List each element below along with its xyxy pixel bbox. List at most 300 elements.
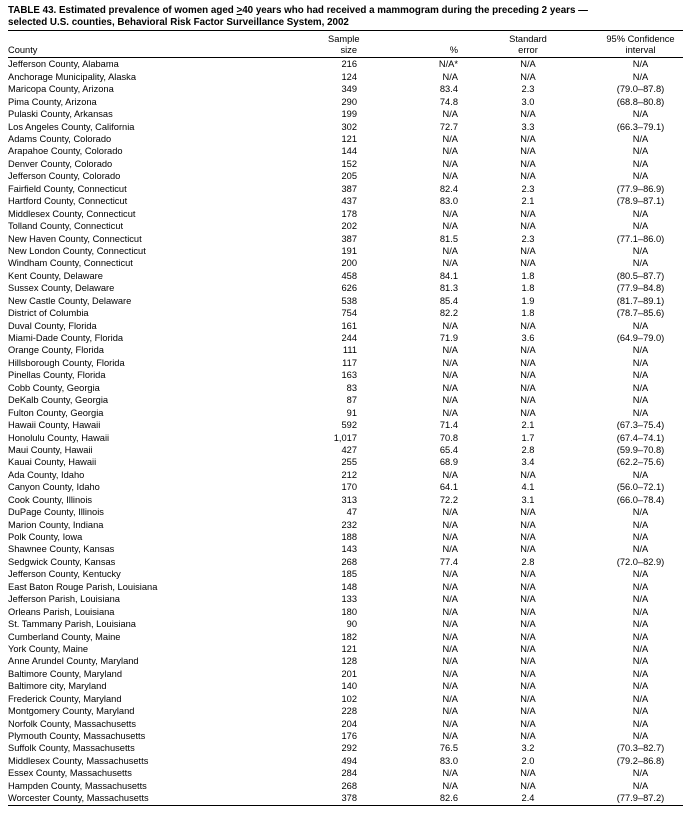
- table-row: [8, 606, 683, 618]
- cell-confidence-interval: N/A: [632, 134, 649, 144]
- cell-confidence-interval: (68.8–80.8): [616, 96, 665, 107]
- cell-standard-error: N/A: [520, 320, 536, 331]
- cell-sample-size: 121: [341, 643, 357, 654]
- cell-percent: N/A: [442, 731, 458, 741]
- cell-percent: 83.0: [439, 196, 458, 207]
- cell-county: Miami-Dade County, Florida: [8, 333, 124, 343]
- table-row: [8, 668, 683, 680]
- cell-county: Montgomery County, Maryland: [8, 706, 135, 717]
- cell-percent: N/A: [442, 221, 458, 232]
- cell-standard-error: 1.8: [521, 270, 535, 281]
- cell-percent: N/A: [442, 656, 458, 667]
- table-row: [8, 655, 683, 667]
- table-row: [8, 780, 683, 792]
- cell-percent: N/A: [442, 370, 458, 381]
- cell-sample-size: 180: [341, 606, 357, 617]
- cell-sample-size: 191: [341, 245, 357, 256]
- cell-standard-error: N/A: [520, 109, 536, 120]
- cell-sample-size: 538: [341, 295, 357, 306]
- cell-confidence-interval: N/A: [632, 407, 649, 418]
- table-row: [8, 593, 683, 605]
- cell-standard-error: 2.3: [521, 183, 535, 194]
- cell-sample-size: 148: [341, 581, 357, 592]
- cell-percent: N/A: [442, 532, 458, 542]
- cell-confidence-interval: N/A: [632, 581, 649, 592]
- cell-confidence-interval: N/A: [632, 146, 649, 157]
- cell-confidence-interval: N/A: [632, 507, 649, 518]
- cell-county: Fulton County, Georgia: [8, 407, 104, 418]
- cell-county: Canyon County, Idaho: [8, 482, 100, 493]
- table-row: [8, 320, 683, 332]
- cell-standard-error: N/A: [520, 718, 536, 729]
- cell-sample-size: 302: [341, 121, 357, 132]
- header-percent-label: %: [449, 44, 458, 55]
- cell-percent: N/A: [442, 158, 458, 169]
- table-row: [8, 270, 683, 282]
- cell-standard-error: N/A: [520, 594, 536, 605]
- table-row: [8, 108, 683, 120]
- cell-sample-size: 284: [341, 768, 357, 779]
- cell-standard-error: 2.8: [521, 556, 535, 567]
- cell-county: St. Tammany Parish, Louisiana: [8, 619, 136, 630]
- cell-percent: N/A: [442, 544, 458, 555]
- table-title: [8, 5, 683, 31]
- cell-percent: 83.4: [439, 84, 458, 95]
- cell-standard-error: N/A: [520, 668, 536, 679]
- cell-county: Fairfield County, Connecticut: [8, 183, 127, 194]
- cell-sample-size: 494: [341, 755, 357, 766]
- table-header: [8, 31, 683, 58]
- table-row: [8, 531, 683, 543]
- cell-confidence-interval: N/A: [632, 395, 649, 406]
- cell-confidence-interval: N/A: [632, 731, 649, 741]
- cell-confidence-interval: (64.9–79.0): [616, 333, 665, 343]
- cell-county: Kauai County, Hawaii: [8, 457, 97, 468]
- cell-percent: N/A: [442, 693, 458, 704]
- table-row: [8, 718, 683, 730]
- cell-percent: N/A: [442, 706, 458, 717]
- cell-standard-error: N/A: [520, 382, 536, 393]
- cell-county: District of Columbia: [8, 308, 89, 319]
- table-row: [8, 618, 683, 630]
- cell-percent: 85.4: [439, 295, 458, 306]
- cell-standard-error: N/A: [520, 158, 536, 169]
- cell-standard-error: N/A: [520, 171, 536, 182]
- cell-standard-error: 3.2: [521, 743, 535, 754]
- table-row: [8, 631, 683, 643]
- cell-sample-size: 199: [341, 109, 357, 120]
- cell-county: Middlesex County, Massachusetts: [8, 755, 149, 766]
- table-row: [8, 444, 683, 456]
- table-row: [8, 208, 683, 220]
- table-row: [8, 568, 683, 580]
- cell-percent: N/A: [442, 606, 458, 617]
- cell-sample-size: 163: [341, 370, 357, 381]
- cell-sample-size: 378: [341, 793, 357, 804]
- cell-standard-error: N/A: [520, 245, 536, 256]
- cell-county: Anchorage Municipality, Alaska: [8, 71, 136, 82]
- table-row: [8, 145, 683, 157]
- cell-sample-size: 268: [341, 780, 357, 791]
- cell-sample-size: 228: [341, 706, 357, 717]
- cell-confidence-interval: N/A: [632, 681, 649, 692]
- cell-sample-size: 349: [341, 84, 357, 95]
- cell-confidence-interval: N/A: [632, 71, 649, 82]
- cell-sample-size: 161: [341, 320, 357, 331]
- cell-percent: N/A: [442, 71, 458, 82]
- cell-percent: 70.8: [439, 432, 458, 443]
- header-sample-size-line1: Sample: [328, 34, 360, 45]
- cell-county: Plymouth County, Massachusetts: [8, 731, 146, 741]
- table-row: [8, 494, 683, 506]
- cell-standard-error: 1.9: [521, 295, 535, 306]
- cell-standard-error: N/A: [520, 544, 536, 555]
- cell-county: Hawaii County, Hawaii: [8, 420, 101, 431]
- cell-confidence-interval: N/A: [632, 320, 649, 331]
- table-row: [8, 332, 683, 344]
- cell-confidence-interval: (56.0–72.1): [616, 482, 665, 493]
- table-title-line2: selected U.S. counties, Behavioral Risk Factor Surveillance System, 2002: [8, 16, 349, 28]
- cell-standard-error: N/A: [520, 507, 536, 518]
- cell-standard-error: N/A: [520, 370, 536, 381]
- table-row: [8, 58, 683, 70]
- cell-county: Jefferson Parish, Louisiana: [8, 594, 120, 605]
- cell-county: Honolulu County, Hawaii: [8, 432, 110, 443]
- cell-percent: N/A: [442, 146, 458, 157]
- header-confidence-interval: [598, 34, 683, 55]
- cell-county: Norfolk County, Massachusetts: [8, 718, 136, 729]
- cell-sample-size: 626: [341, 283, 357, 294]
- cell-county: New London County, Connecticut: [8, 245, 146, 256]
- cell-percent: N/A: [442, 357, 458, 368]
- cell-county: Maui County, Hawaii: [8, 444, 93, 455]
- cell-sample-size: 140: [341, 681, 357, 692]
- cell-standard-error: N/A: [520, 780, 536, 791]
- header-standard-error-line1: Standard: [509, 34, 547, 45]
- cell-confidence-interval: N/A: [632, 619, 649, 630]
- cell-standard-error: 1.7: [521, 432, 535, 443]
- header-county: [8, 34, 328, 55]
- table-row: [8, 245, 683, 257]
- cell-sample-size: 387: [341, 233, 357, 244]
- cell-standard-error: 2.8: [521, 444, 535, 455]
- cell-sample-size: 143: [341, 544, 357, 555]
- cell-confidence-interval: (67.4–74.1): [616, 432, 665, 443]
- cell-confidence-interval: N/A: [632, 109, 649, 120]
- cell-sample-size: 754: [341, 308, 357, 319]
- cell-sample-size: 290: [341, 96, 357, 107]
- cell-standard-error: N/A: [520, 519, 536, 530]
- cell-standard-error: N/A: [520, 656, 536, 667]
- cell-percent: N/A: [442, 109, 458, 120]
- cell-county: Cook County, Illinois: [8, 494, 93, 505]
- cell-sample-size: 121: [341, 134, 357, 144]
- cell-confidence-interval: (77.9–84.8): [616, 283, 665, 294]
- cell-county: DeKalb County, Georgia: [8, 395, 109, 406]
- cell-county: Windham County, Connecticut: [8, 258, 133, 269]
- table-row: [8, 282, 683, 294]
- table-row: [8, 556, 683, 568]
- cell-sample-size: 201: [341, 668, 357, 679]
- table-row: [8, 742, 683, 754]
- cell-sample-size: 176: [341, 731, 357, 741]
- cell-confidence-interval: N/A: [632, 569, 649, 580]
- cell-sample-size: 216: [341, 59, 357, 70]
- cell-confidence-interval: N/A: [632, 594, 649, 605]
- table-row: [8, 394, 683, 406]
- cell-standard-error: 2.3: [521, 84, 535, 95]
- cell-sample-size: 47: [346, 507, 357, 518]
- header-standard-error-line2: error: [518, 44, 538, 55]
- cell-county: Middlesex County, Connecticut: [8, 208, 136, 219]
- cell-county: Pinellas County, Florida: [8, 370, 106, 381]
- cell-confidence-interval: N/A: [632, 656, 649, 667]
- cell-confidence-interval: N/A: [632, 469, 649, 480]
- cell-confidence-interval: N/A: [632, 221, 649, 232]
- cell-confidence-interval: N/A: [632, 171, 649, 182]
- cell-confidence-interval: N/A: [632, 768, 649, 779]
- cell-county: Essex County, Massachusetts: [8, 768, 132, 779]
- table-row: [8, 344, 683, 356]
- table-row: [8, 767, 683, 779]
- cell-sample-size: 83: [346, 382, 357, 393]
- cell-confidence-interval: (78.9–87.1): [616, 196, 665, 207]
- cell-standard-error: N/A: [520, 706, 536, 717]
- cell-standard-error: N/A: [520, 569, 536, 580]
- cell-confidence-interval: (70.3–82.7): [616, 743, 665, 754]
- table-row: [8, 693, 683, 705]
- cell-county: Los Angeles County, California: [8, 121, 135, 132]
- cell-standard-error: N/A: [520, 407, 536, 418]
- header-confidence-interval-line1: 95% Confidence: [606, 34, 675, 45]
- cell-sample-size: 313: [341, 494, 357, 505]
- cell-county: New Castle County, Delaware: [8, 295, 132, 306]
- cell-sample-size: 102: [341, 693, 357, 704]
- cell-confidence-interval: N/A: [632, 258, 649, 269]
- cell-confidence-interval: N/A: [632, 643, 649, 654]
- table-row: [8, 543, 683, 555]
- cell-confidence-interval: (62.2–75.6): [616, 457, 665, 468]
- table-row: [8, 755, 683, 767]
- table-row: [8, 456, 683, 468]
- cell-county: Hillsborough County, Florida: [8, 357, 125, 368]
- cell-percent: 74.8: [439, 96, 458, 107]
- cell-sample-size: 204: [341, 718, 357, 729]
- cell-percent: 77.4: [439, 556, 458, 567]
- cell-sample-size: 205: [341, 171, 357, 182]
- header-standard-error: [458, 34, 598, 55]
- table-row: [8, 295, 683, 307]
- table-row: [8, 432, 683, 444]
- table-row: [8, 357, 683, 369]
- cell-standard-error: 3.3: [521, 121, 535, 132]
- cell-standard-error: 2.3: [521, 233, 535, 244]
- cell-county: Anne Arundel County, Maryland: [8, 656, 139, 667]
- table-row: [8, 183, 683, 195]
- cell-percent: 71.9: [439, 333, 458, 343]
- cell-confidence-interval: N/A: [632, 357, 649, 368]
- cell-standard-error: N/A: [520, 681, 536, 692]
- cell-percent: N/A: [442, 171, 458, 182]
- cell-standard-error: N/A: [520, 619, 536, 630]
- cell-percent: 81.3: [439, 283, 458, 294]
- table-row: [8, 170, 683, 182]
- cell-sample-size: 182: [341, 631, 357, 642]
- cell-confidence-interval: (80.5–87.7): [616, 270, 665, 281]
- cell-sample-size: 87: [346, 395, 357, 406]
- table-row: [8, 581, 683, 593]
- cell-sample-size: 202: [341, 221, 357, 232]
- cell-standard-error: N/A: [520, 768, 536, 779]
- cell-confidence-interval: N/A: [632, 780, 649, 791]
- cell-county: Maricopa County, Arizona: [8, 84, 114, 95]
- cell-confidence-interval: N/A: [632, 668, 649, 679]
- cell-standard-error: 1.8: [521, 283, 535, 294]
- cell-confidence-interval: N/A: [632, 606, 649, 617]
- cell-percent: N/A: [442, 619, 458, 630]
- table-row: [8, 705, 683, 717]
- cell-percent: N/A: [442, 507, 458, 518]
- cell-percent: 82.2: [439, 308, 458, 319]
- cell-confidence-interval: (77.9–86.9): [616, 183, 665, 194]
- cell-county: Orleans Parish, Louisiana: [8, 606, 115, 617]
- cell-county: Tolland County, Connecticut: [8, 221, 124, 232]
- header-sample-size: [328, 34, 363, 55]
- cell-percent: N/A: [442, 245, 458, 256]
- table-title-line1-part1: TABLE 43. Estimated prevalence of women aged: [8, 5, 237, 16]
- cell-percent: N/A: [442, 569, 458, 580]
- cell-standard-error: N/A: [520, 59, 536, 70]
- header-county-label: County: [8, 44, 38, 55]
- table-row: [8, 133, 683, 145]
- cell-sample-size: 124: [341, 71, 357, 82]
- cell-standard-error: 1.8: [521, 308, 535, 319]
- cell-percent: N/A: [442, 469, 458, 480]
- cell-percent: N/A: [442, 395, 458, 406]
- cell-confidence-interval: (59.9–70.8): [616, 444, 665, 455]
- cell-percent: 64.1: [439, 482, 458, 493]
- cell-percent: N/A: [442, 208, 458, 219]
- cell-standard-error: N/A: [520, 532, 536, 542]
- cell-standard-error: N/A: [520, 581, 536, 592]
- cell-sample-size: 212: [341, 469, 357, 480]
- cell-percent: 72.7: [439, 121, 458, 132]
- cell-standard-error: 2.0: [521, 755, 535, 766]
- cell-confidence-interval: N/A: [632, 519, 649, 530]
- cell-percent: 83.0: [439, 755, 458, 766]
- cell-standard-error: 2.4: [521, 793, 535, 804]
- cell-percent: N/A: [442, 407, 458, 418]
- cell-standard-error: 3.1: [521, 494, 535, 505]
- cell-standard-error: 2.1: [521, 196, 535, 207]
- cell-standard-error: N/A: [520, 208, 536, 219]
- cell-standard-error: 3.4: [521, 457, 535, 468]
- cell-standard-error: N/A: [520, 345, 536, 356]
- cell-county: Polk County, Iowa: [8, 532, 83, 542]
- cell-confidence-interval: N/A: [632, 532, 649, 542]
- cell-sample-size: 437: [341, 196, 357, 207]
- cell-county: Pulaski County, Arkansas: [8, 109, 113, 120]
- cell-percent: N/A: [442, 594, 458, 605]
- cell-sample-size: 244: [341, 333, 357, 343]
- table-row: [8, 469, 683, 481]
- table-row: [8, 121, 683, 133]
- cell-standard-error: 2.1: [521, 420, 535, 431]
- cell-standard-error: N/A: [520, 631, 536, 642]
- cell-confidence-interval: N/A: [632, 718, 649, 729]
- cell-sample-size: 1,017: [333, 432, 357, 443]
- cell-sample-size: 427: [341, 444, 357, 455]
- table-row: [8, 519, 683, 531]
- table-row: [8, 220, 683, 232]
- table-row: [8, 257, 683, 269]
- cell-percent: 81.5: [439, 233, 458, 244]
- cell-standard-error: N/A: [520, 221, 536, 232]
- cell-confidence-interval: (81.7–89.1): [616, 295, 665, 306]
- cell-percent: N/A: [442, 643, 458, 654]
- cell-standard-error: N/A: [520, 469, 536, 480]
- cell-standard-error: N/A: [520, 71, 536, 82]
- cell-confidence-interval: N/A: [632, 544, 649, 555]
- table-row: [8, 195, 683, 207]
- cell-county: Adams County, Colorado: [8, 134, 112, 144]
- header-sample-size-line2: size: [340, 44, 357, 55]
- cell-county: Arapahoe County, Colorado: [8, 146, 123, 157]
- cell-county: Baltimore County, Maryland: [8, 668, 123, 679]
- table-body: [8, 58, 683, 805]
- cell-percent: N/A: [442, 780, 458, 791]
- cell-confidence-interval: N/A: [632, 382, 649, 393]
- cell-percent: 82.6: [439, 793, 458, 804]
- cell-standard-error: 4.1: [521, 482, 535, 493]
- cell-sample-size: 128: [341, 656, 357, 667]
- table-row: [8, 71, 683, 83]
- cell-sample-size: 178: [341, 208, 357, 219]
- cell-confidence-interval: N/A: [632, 208, 649, 219]
- cell-confidence-interval: N/A: [632, 158, 649, 169]
- cell-county: Worcester County, Massachusetts: [8, 793, 149, 804]
- cell-county: Cumberland County, Maine: [8, 631, 121, 642]
- cell-confidence-interval: N/A: [632, 706, 649, 717]
- cell-county: Suffolk County, Massachusetts: [8, 743, 135, 754]
- cell-sample-size: 133: [341, 594, 357, 605]
- cell-county: Hampden County, Massachusetts: [8, 780, 147, 791]
- cell-percent: 68.9: [439, 457, 458, 468]
- cell-confidence-interval: (79.0–87.8): [616, 84, 665, 95]
- cell-sample-size: 117: [342, 357, 357, 368]
- cell-county: Shawnee County, Kansas: [8, 544, 115, 555]
- table-row: [8, 419, 683, 431]
- cell-sample-size: 232: [341, 519, 357, 530]
- cell-confidence-interval: N/A: [632, 693, 649, 704]
- cell-sample-size: 170: [341, 482, 357, 493]
- cell-percent: 72.2: [439, 494, 458, 505]
- cell-standard-error: N/A: [520, 146, 536, 157]
- table-row: [8, 792, 683, 804]
- cell-county: Jefferson County, Alabama: [8, 59, 119, 70]
- table-row: [8, 96, 683, 108]
- cell-percent: N/A: [442, 134, 458, 144]
- cell-confidence-interval: N/A: [632, 245, 649, 256]
- cell-confidence-interval: N/A: [632, 631, 649, 642]
- cell-percent: N/A: [442, 258, 458, 269]
- cell-standard-error: N/A: [520, 134, 536, 144]
- cell-standard-error: 3.0: [521, 96, 535, 107]
- cell-percent: N/A: [442, 681, 458, 692]
- cell-county: Ada County, Idaho: [8, 469, 85, 480]
- cell-county: Pima County, Arizona: [8, 96, 97, 107]
- cell-standard-error: N/A: [520, 643, 536, 654]
